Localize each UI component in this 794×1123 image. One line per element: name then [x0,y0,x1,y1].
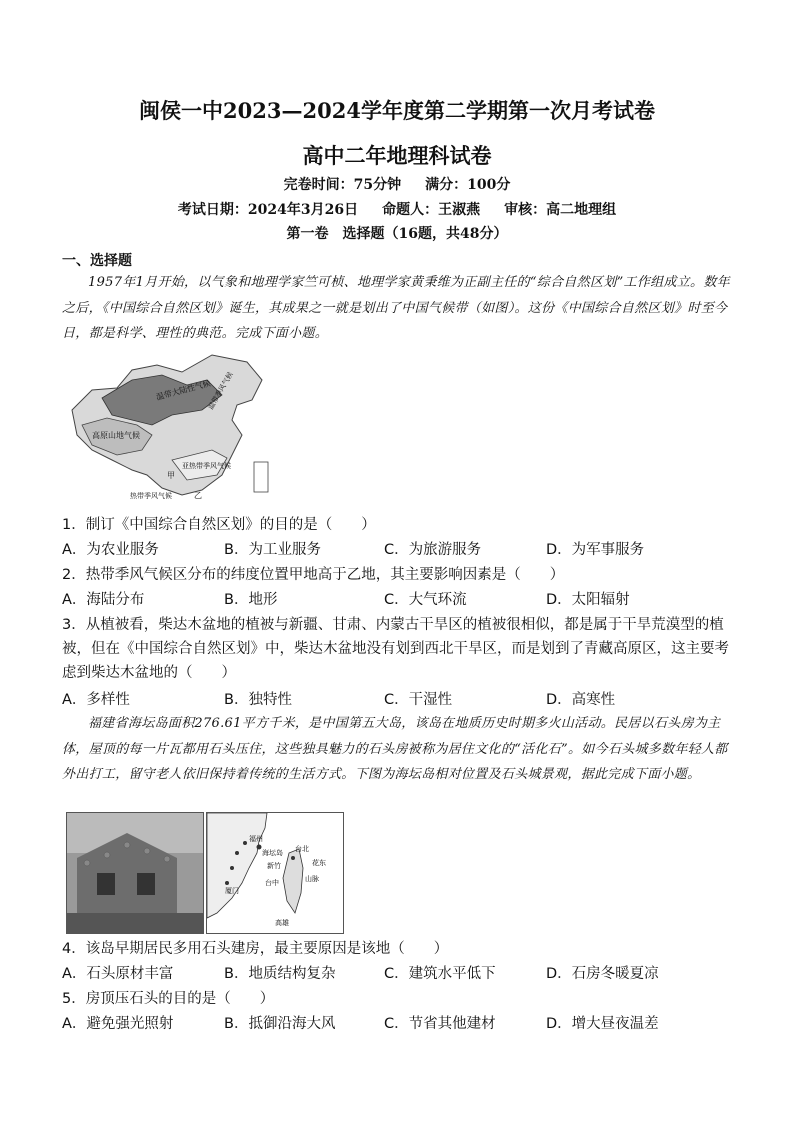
china-climate-map [62,350,282,508]
question-4-options [62,962,732,986]
option[interactable]: A．避免强光照射 [62,1016,174,1032]
question-5: 5．房顶压石头的目的是（ ） [62,991,275,1007]
option[interactable]: D．增大昼夜温差 [546,1016,659,1032]
label-gaoxiong: 高雄 [275,919,289,927]
option[interactable]: B．独特性 [224,692,292,708]
haitan-map-graphic [207,813,343,933]
option[interactable]: B．地形 [224,592,278,608]
option[interactable]: C．为旅游服务 [384,542,482,558]
question-1: 1．制订《中国综合自然区划》的目的是（ ） [62,517,376,533]
section-title: 一、选择题 [62,253,132,269]
label-monsoon-east: 温带季风气候 [206,370,235,411]
option[interactable]: C．节省其他建材 [384,1016,496,1032]
label-xinzhu: 新竹 [267,862,281,870]
option[interactable]: C．大气环流 [384,592,467,608]
question-2-options [62,588,732,612]
option[interactable]: D．石房冬暖夏凉 [546,966,659,982]
score-info: 满分：100分 [425,177,511,193]
option[interactable]: D．高寒性 [546,692,616,708]
option[interactable]: D．为军事服务 [546,542,645,558]
question-4: 4．该岛早期居民多用石头建房，最主要原因是该地（ ） [62,941,449,957]
author: 命题人：王淑燕 [382,202,481,218]
label-taibei: 台北 [295,845,309,853]
reviewer: 审核：高二地理组 [504,202,617,218]
question-3-options [62,688,732,712]
passage-1: 1957年1月开始，以气象和地理学家竺可桢、地理学家黄秉维为正副主任的“综合自然区划”工作组成立。数年之后，《中国综合自然区划》诞生，其成果之一就是划出了中国气候带（如图）。这份《中国综合自然区划》时至今日，都是科学、理性的典范。完成下面小题。 [62,275,730,341]
exam-date: 考试日期：2024年3月26日 [177,202,359,218]
label-highland: 高原山地气候 [92,431,140,440]
question-1-options [62,538,732,562]
label-fuzhou: 福州 [249,835,263,843]
label-xiamen: 厦门 [225,887,239,895]
stone-house-photo [66,812,204,934]
haitan-location-map [206,812,344,934]
label-shanmai: 山脉 [305,875,319,883]
option[interactable]: C．建筑水平低下 [384,966,496,982]
china-map-graphic [62,350,282,508]
label-tropical: 热带季风气候 [130,492,172,500]
option[interactable]: A．石头原材丰富 [62,966,174,982]
label-taizhong: 台中 [265,879,279,887]
option[interactable]: A．多样性 [62,692,130,708]
option[interactable]: B．地质结构复杂 [224,966,336,982]
option[interactable]: B．抵御沿海大风 [224,1016,336,1032]
label-yi: 乙 [194,491,202,500]
label-arid-zone: 温带大陆性气候 [155,378,212,402]
option[interactable]: C．干湿性 [384,692,453,708]
exam-title: 闽侯一中2023—2024学年度第二学期第一次月考试卷 [139,98,655,123]
label-haitan: 海坛岛 [262,849,283,857]
stone-house-graphic [67,813,203,933]
question-3: 3．从植被看，柴达木盆地的植被与新疆、甘肃、内蒙古干旱区的植被很相似，都是属于干旱荒漠型的植被，但在《中国综合自然区划》中，柴达木盆地没有划到西北干旱区，而是划到了青藏高原区，这主要考虑到柴达木盆地的（ ） [62,617,729,681]
label-subtropical: 亚热带季风气候 [182,462,231,470]
exam-time-score [0,174,794,194]
exam-subtitle: 高中二年地理科试卷 [302,143,492,168]
part-title: 第一卷 选择题（16题，共48分） [286,226,508,242]
option[interactable]: B．为工业服务 [224,542,321,558]
question-5-options [62,1012,732,1036]
option[interactable]: A．海陆分布 [62,592,145,608]
label-huadong: 花东 [312,859,326,867]
label-jia: 甲 [167,471,175,480]
option[interactable]: A．为农业服务 [62,542,159,558]
option[interactable]: D．太阳辐射 [546,592,630,608]
time-info: 完卷时间：75分钟 [283,177,402,193]
question-2: 2．热带季风气候区分布的纬度位置甲地高于乙地，其主要影响因素是（ ） [62,567,565,583]
passage-2: 福建省海坛岛面积276.61平方千米，是中国第五大岛，该岛在地质历史时期多火山活动。民居以石头房为主体，屋顶的每一片瓦都用石头压住，这些独具魅力的石头房被称为居住文化的“活化石”。如今石头城多数年轻人都外出打工，留守老人依旧保持着传统的生活方式。下图为海坛岛相对位置及石头城景观，据此完成下面小题。 [62,716,728,782]
exam-info-line [0,199,794,219]
